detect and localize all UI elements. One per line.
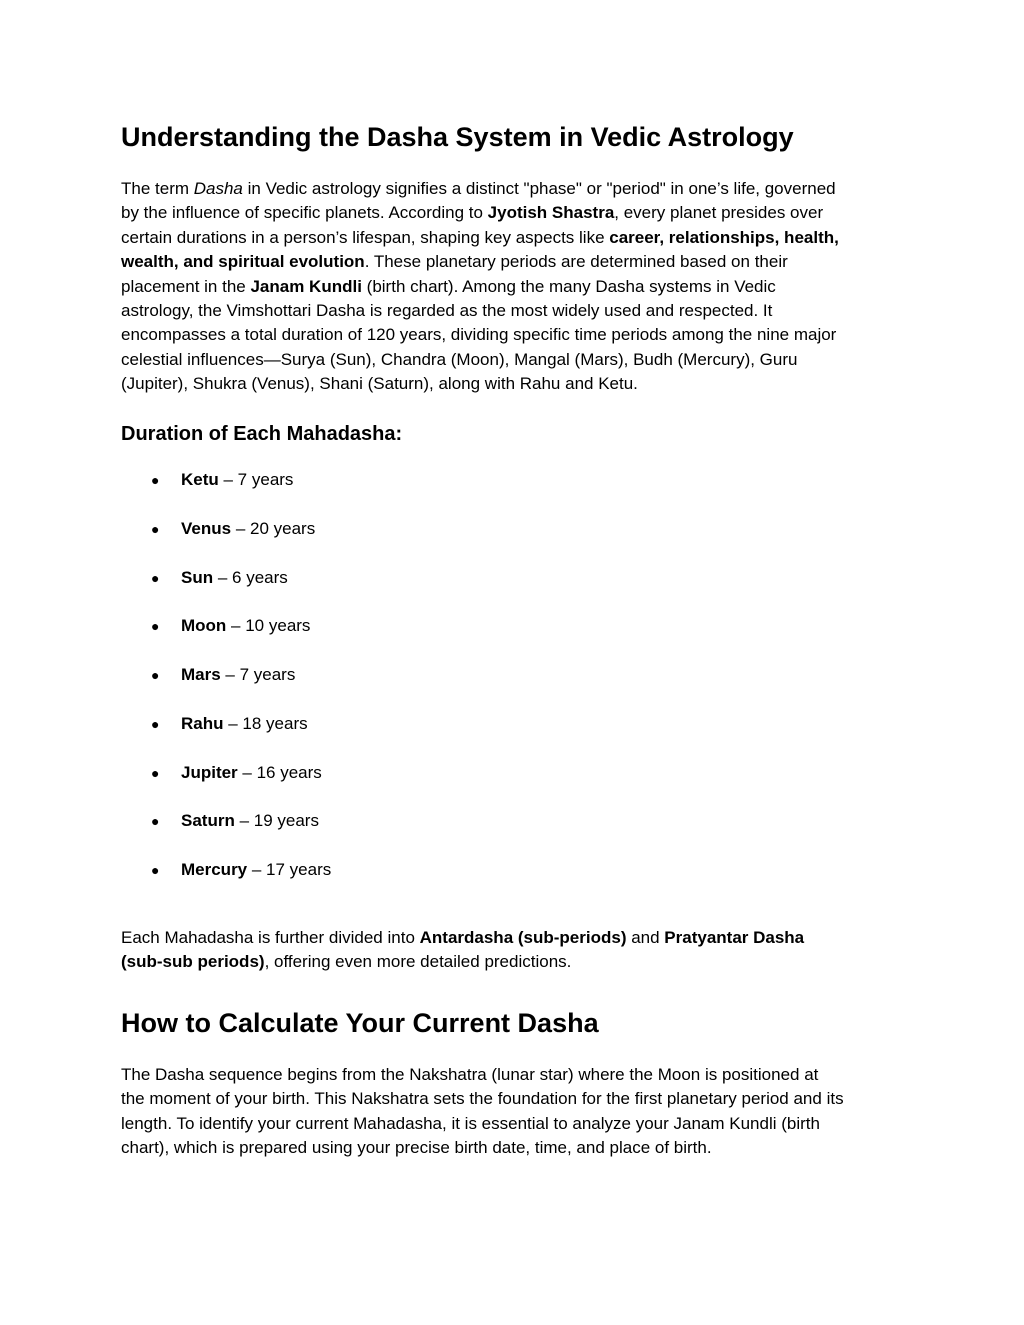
planet-name: Jupiter bbox=[181, 762, 238, 782]
bullet-icon: ● bbox=[151, 715, 160, 732]
intro-paragraph bbox=[121, 177, 911, 397]
planet-name: Mercury bbox=[181, 860, 248, 879]
calc-line-4: chart), which is prepared using your precise birth date, time, and place of birth. bbox=[121, 1138, 712, 1158]
planet-duration: – 10 years bbox=[226, 616, 311, 636]
planet-duration: – 7 years bbox=[218, 470, 294, 489]
subdivision-paragraph bbox=[121, 926, 911, 975]
intro-line-6: astrology, the Vimshottari Dasha is regarded as the most widely used and respected. It bbox=[121, 301, 773, 321]
planet-duration: – 17 years bbox=[247, 860, 332, 879]
main-heading: Understanding the Dasha System in Vedic Astrology bbox=[121, 122, 794, 152]
bullet-icon: ● bbox=[151, 569, 160, 586]
dasha-term: Dasha bbox=[193, 179, 243, 198]
bullet-icon: ● bbox=[151, 764, 160, 781]
calculation-paragraph bbox=[121, 1063, 911, 1161]
calculate-heading: How to Calculate Your Current Dasha bbox=[121, 1008, 599, 1038]
intro-line-5: placement in the Janam Kundli (birth chart). Among the many Dasha systems in Vedic bbox=[121, 276, 776, 296]
intro-line-1: The term Dasha in Vedic astrology signifies a distinct "phase" or "period" in one’s life, governed bbox=[121, 179, 836, 198]
planet-name: Rahu bbox=[181, 713, 224, 733]
janam-kundli-term: Janam Kundli bbox=[250, 276, 362, 296]
planet-name: Mars bbox=[181, 665, 221, 684]
planet-duration: – 16 years bbox=[237, 762, 322, 782]
bullet-icon: ● bbox=[151, 667, 160, 683]
subdivision-line-1: Each Mahadasha is further divided into Antardasha (sub-periods) and Pratyantar Dasha bbox=[121, 928, 805, 947]
pratyantar-term: Pratyantar Dasha bbox=[664, 928, 805, 947]
bullet-icon: ● bbox=[151, 472, 160, 488]
planet-duration: – 19 years bbox=[234, 811, 319, 831]
planet-duration: – 7 years bbox=[220, 665, 296, 684]
intro-line-8: celestial influences—Surya (Sun), Chandra (Moon), Mangal (Mars), Budh (Mercury), Guru bbox=[121, 349, 798, 369]
planet-name: Ketu bbox=[181, 470, 219, 489]
planet-name: Sun bbox=[181, 567, 214, 587]
bullet-icon: ● bbox=[151, 618, 160, 635]
planet-name: Moon bbox=[181, 616, 227, 636]
antardasha-term: Antardasha (sub-periods) bbox=[419, 928, 627, 947]
planet-duration: – 6 years bbox=[213, 567, 288, 587]
calc-line-2: the moment of your birth. This Nakshatra sets the foundation for the first planetary period and its bbox=[121, 1089, 844, 1109]
intro-line-2: by the influence of specific planets. According to Jyotish Shastra, every planet presides over bbox=[121, 203, 824, 223]
calc-line-1: The Dasha sequence begins from the Nakshatra (lunar star) where the Moon is positioned at bbox=[121, 1065, 819, 1084]
intro-line-9: (Jupiter), Shukra (Venus), Shani (Saturn), along with Rahu and Ketu. bbox=[121, 374, 638, 394]
calc-line-3: length. To identify your current Mahadasha, it is essential to analyze your Janam Kundli (birth bbox=[121, 1113, 820, 1133]
bullet-icon: ● bbox=[151, 813, 160, 830]
planet-name: Saturn bbox=[181, 811, 235, 831]
subdivision-line-2: (sub-sub periods), offering even more detailed predictions. bbox=[121, 952, 572, 972]
intro-line-3: certain durations in a person’s lifespan, shaping key aspects like career, relationships, health, bbox=[121, 227, 839, 247]
mahadasha-heading: Duration of Each Mahadasha: bbox=[121, 423, 403, 445]
bullet-icon: ● bbox=[151, 862, 160, 878]
planet-duration: – 20 years bbox=[231, 518, 316, 538]
planet-name: Venus bbox=[181, 518, 232, 538]
intro-line-7: encompasses a total duration of 120 years, dividing specific time periods among the nine major bbox=[121, 325, 837, 345]
intro-line-4: wealth, and spiritual evolution. These planetary periods are determined based on their bbox=[121, 252, 788, 272]
bullet-icon: ● bbox=[151, 520, 160, 537]
jyotish-shastra-term: Jyotish Shastra bbox=[487, 203, 615, 223]
planet-duration: – 18 years bbox=[223, 713, 308, 733]
